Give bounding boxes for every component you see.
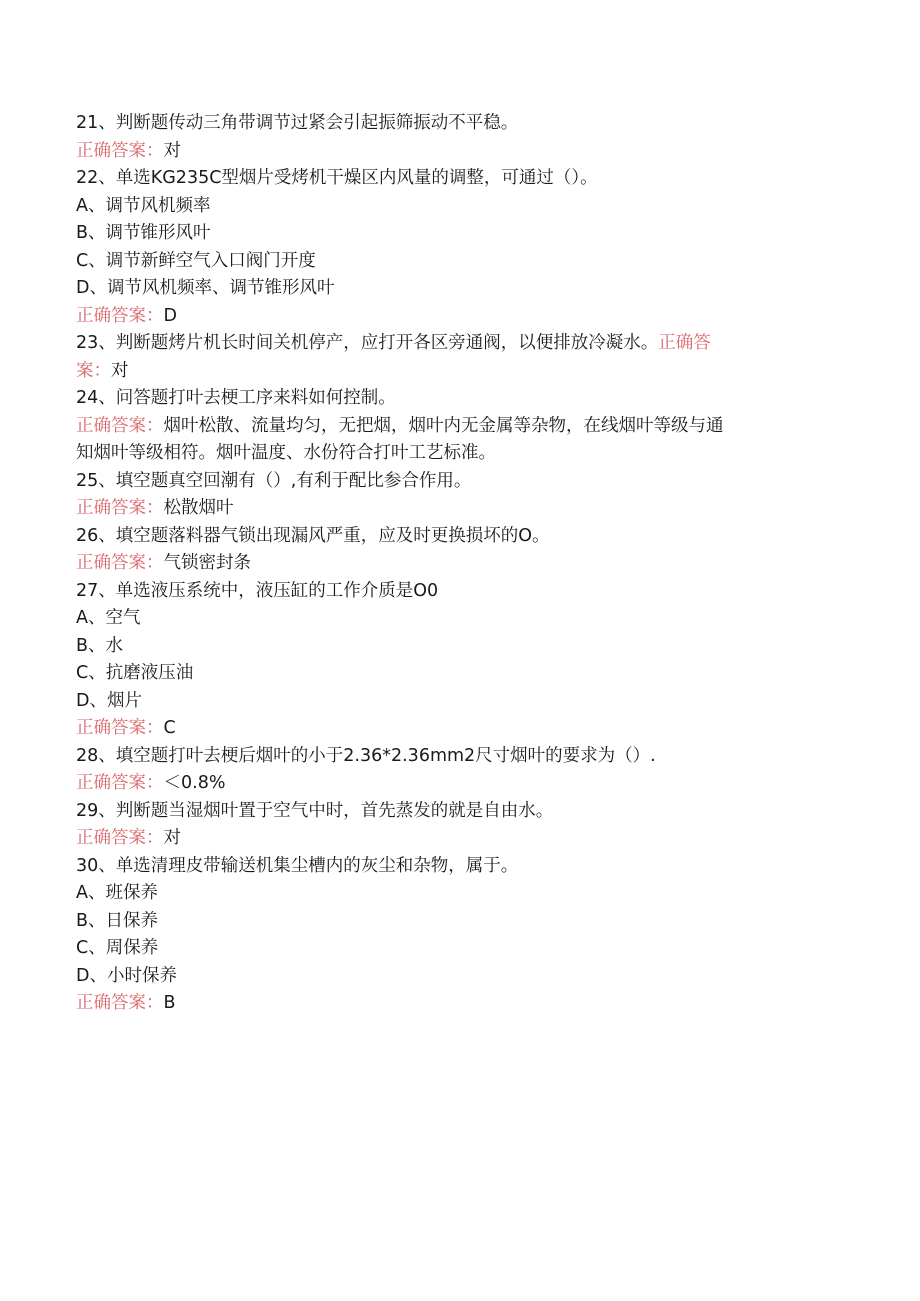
- question-22: 22、单选KG235C型烟片受烤机干燥区内风量的调整，可通过（）。: [76, 168, 598, 188]
- option-27-b: B、水: [76, 635, 124, 656]
- answer-label: 正确答案：: [76, 828, 164, 848]
- question-26: 26、填空题落料器气锁出现漏风严重，应及时更换损坏的O。: [76, 525, 550, 546]
- option-30-a: A、班保养: [76, 883, 158, 903]
- question-27: 27、单选液压系统中，液压缸的工作介质是O0: [76, 580, 439, 601]
- answer-label: 正确答案：: [76, 993, 164, 1013]
- option-30-d: D、小时保养: [76, 965, 177, 986]
- answer-value: 气锁密封条: [163, 553, 251, 573]
- option-30-c: C、周保养: [76, 938, 159, 958]
- answer-value: ＜0.8%: [163, 773, 226, 793]
- question-23: [76, 330, 836, 358]
- answer-27: [76, 715, 836, 743]
- option-27-a: A、空气: [76, 608, 141, 628]
- answer-label: 正确答案：: [76, 140, 164, 161]
- answer-value: 对: [163, 140, 181, 161]
- answer-26: [76, 550, 836, 578]
- answer-24-continued: 知烟叶等级相符。烟叶温度、水份符合打叶工艺标准。: [76, 443, 496, 463]
- answer-label: 正确答案：: [76, 305, 164, 326]
- question-24: 24、问答题打叶去梗工序来料如何控制。: [76, 388, 396, 408]
- option-22-c: C、调节新鲜空气入口阀门开度: [76, 250, 316, 271]
- answer-30: [76, 990, 836, 1018]
- answer-value: D: [163, 305, 177, 326]
- answer-label: 正确答案：: [76, 415, 164, 436]
- question-25: 25、填空题真空回潮有（）,有利于配比参合作用。: [76, 470, 472, 491]
- answer-value: 松散烟叶: [163, 498, 234, 518]
- answer-28: [76, 770, 836, 798]
- question-list: [76, 110, 836, 1018]
- question-23-text: 23、判断题烤片机长时间关机停产，应打开各区旁通阀，以便排放冷凝水。: [76, 333, 659, 353]
- option-30-b: B、日保养: [76, 910, 159, 931]
- answer-label-part2: 案：: [76, 360, 111, 381]
- option-22-b: B、调节锥形风叶: [76, 223, 211, 243]
- question-28: 28、填空题打叶去梗后烟叶的小于2.36*2.36mm2尺寸烟叶的要求为（）.: [76, 745, 656, 766]
- question-29: 29、判断题当湿烟叶置于空气中时，首先蒸发的就是自由水。: [76, 800, 554, 821]
- answer-21: [76, 138, 836, 166]
- answer-value: B: [163, 993, 176, 1013]
- option-22-a: A、调节风机频率: [76, 195, 211, 216]
- answer-23: [76, 358, 836, 386]
- answer-29: [76, 825, 836, 853]
- answer-value: 对: [111, 360, 129, 381]
- question-30: 30、单选清理皮带输送机集尘槽内的灰尘和杂物，属于。: [76, 855, 519, 876]
- answer-value-line1: 烟叶松散、流量均匀，无把烟，烟叶内无金属等杂物，在线烟叶等级与通: [163, 415, 724, 436]
- answer-label-part1: 正确答: [658, 333, 711, 353]
- question-21: 21、判断题传动三角带调节过紧会引起振筛振动不平稳。: [76, 113, 519, 133]
- answer-label: 正确答案：: [76, 718, 164, 738]
- option-27-d: D、烟片: [76, 690, 142, 711]
- option-22-d: D、调节风机频率、调节锥形风叶: [76, 278, 335, 298]
- option-27-c: C、抗磨液压油: [76, 663, 194, 683]
- answer-value: C: [163, 718, 176, 738]
- answer-value: 对: [163, 828, 181, 848]
- answer-25: [76, 495, 836, 523]
- answer-label: 正确答案：: [76, 553, 164, 573]
- answer-label: 正确答案：: [76, 498, 164, 518]
- answer-22: [76, 303, 836, 331]
- answer-24: [76, 413, 836, 441]
- answer-label: 正确答案：: [76, 773, 164, 793]
